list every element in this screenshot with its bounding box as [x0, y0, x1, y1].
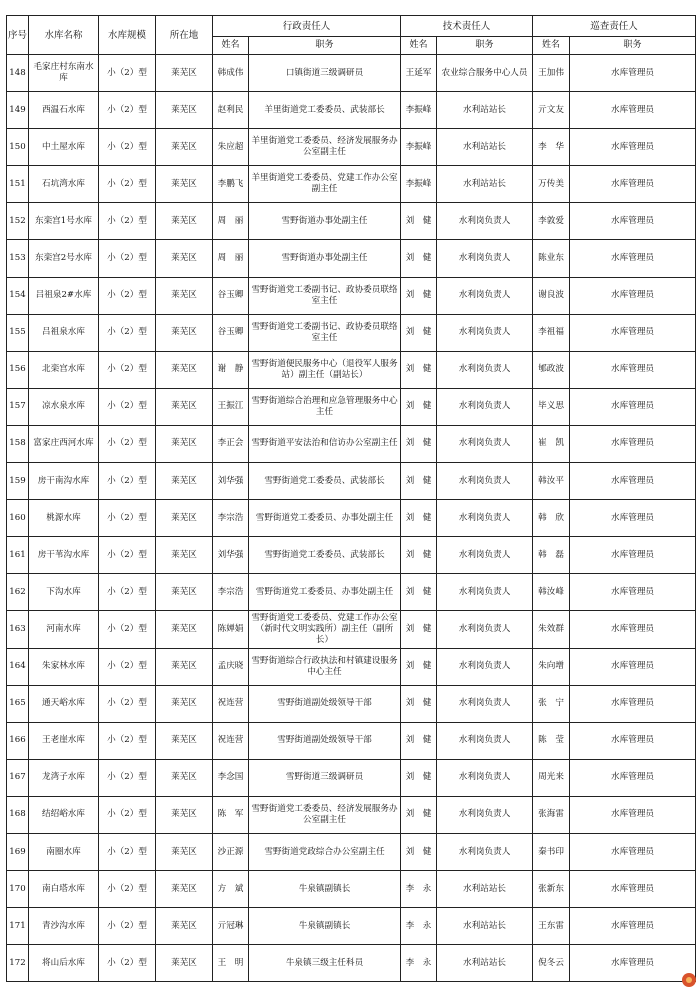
cell-scale: 小（2）型 — [99, 722, 156, 759]
cell-scale: 小（2）型 — [99, 203, 156, 240]
cell-reservoir-name: 龙湾子水库 — [29, 759, 99, 796]
cell-scale: 小（2）型 — [99, 611, 156, 648]
cell-patrol-name: 张新东 — [533, 871, 570, 908]
cell-admin-duty: 羊里街道党工委委员、经济发展服务办公室副主任 — [249, 129, 401, 166]
cell-location: 莱芜区 — [156, 722, 213, 759]
cell-admin-duty: 雪野街道党工委副书记、政协委员联络室主任 — [249, 314, 401, 351]
cell-tech-name: 刘 健 — [401, 203, 437, 240]
cell-seq: 159 — [7, 463, 29, 500]
cell-seq: 149 — [7, 92, 29, 129]
cell-scale: 小（2）型 — [99, 871, 156, 908]
cell-tech-name: 李振峰 — [401, 166, 437, 203]
cell-patrol-name: 韩汝峰 — [533, 574, 570, 611]
cell-scale: 小（2）型 — [99, 129, 156, 166]
header-tech-duty: 职务 — [437, 37, 533, 55]
cell-patrol-duty: 水库管理员 — [570, 574, 696, 611]
cell-tech-name: 王延军 — [401, 55, 437, 92]
cell-scale: 小（2）型 — [99, 796, 156, 833]
cell-admin-name: 亓冠琳 — [213, 908, 249, 945]
cell-admin-name: 祝连营 — [213, 685, 249, 722]
cell-reservoir-name: 南白塔水库 — [29, 871, 99, 908]
cell-patrol-duty: 水库管理员 — [570, 55, 696, 92]
cell-admin-duty: 雪野街道综合治理和应急管理服务中心主任 — [249, 388, 401, 425]
cell-reservoir-name: 房干南沟水库 — [29, 463, 99, 500]
cell-reservoir-name: 中土屋水库 — [29, 129, 99, 166]
cell-patrol-name: 李祖福 — [533, 314, 570, 351]
cell-tech-name: 刘 健 — [401, 500, 437, 537]
cell-tech-name: 李 永 — [401, 871, 437, 908]
cell-patrol-name: 亓文友 — [533, 92, 570, 129]
cell-patrol-duty: 水库管理员 — [570, 92, 696, 129]
cell-seq: 160 — [7, 500, 29, 537]
table-row — [7, 611, 696, 648]
cell-tech-duty: 水利岗负责人 — [437, 314, 533, 351]
cell-location: 莱芜区 — [156, 425, 213, 462]
cell-reservoir-name: 吕祖泉2#水库 — [29, 277, 99, 314]
cell-admin-name: 沙正源 — [213, 833, 249, 870]
cell-scale: 小（2）型 — [99, 648, 156, 685]
cell-reservoir-name: 富家庄西河水库 — [29, 425, 99, 462]
table-row — [7, 166, 696, 203]
cell-seq: 169 — [7, 833, 29, 870]
cell-patrol-duty: 水库管理员 — [570, 463, 696, 500]
header-admin-responsible: 行政责任人 — [213, 16, 401, 37]
cell-seq: 158 — [7, 425, 29, 462]
header-scale: 水库规模 — [99, 16, 156, 55]
cell-seq: 152 — [7, 203, 29, 240]
cell-seq: 170 — [7, 871, 29, 908]
cell-patrol-duty: 水库管理员 — [570, 425, 696, 462]
cell-tech-duty: 水利岗负责人 — [437, 425, 533, 462]
cell-patrol-duty: 水库管理员 — [570, 314, 696, 351]
cell-admin-duty: 雪野街道党政综合办公室副主任 — [249, 833, 401, 870]
cell-tech-duty: 水利岗负责人 — [437, 574, 533, 611]
cell-location: 莱芜区 — [156, 945, 213, 982]
cell-admin-duty: 牛泉镇副镇长 — [249, 908, 401, 945]
cell-patrol-duty: 水库管理员 — [570, 945, 696, 982]
cell-scale: 小（2）型 — [99, 759, 156, 796]
header-row-1 — [7, 16, 696, 37]
cell-scale: 小（2）型 — [99, 425, 156, 462]
cell-admin-duty: 雪野街道党工委委员、武装部长 — [249, 537, 401, 574]
cell-location: 莱芜区 — [156, 92, 213, 129]
cell-patrol-name: 郇政波 — [533, 351, 570, 388]
cell-tech-name: 李振峰 — [401, 129, 437, 166]
cell-reservoir-name: 毛家庄村东南水库 — [29, 55, 99, 92]
cell-admin-name: 谷玉卿 — [213, 314, 249, 351]
cell-tech-name: 刘 健 — [401, 463, 437, 500]
cell-tech-duty: 水利站站长 — [437, 129, 533, 166]
cell-admin-duty: 雪野街道办事处副主任 — [249, 203, 401, 240]
cell-scale: 小（2）型 — [99, 574, 156, 611]
cell-patrol-name: 崔 凯 — [533, 425, 570, 462]
cell-admin-duty: 雪野街道副处级领导干部 — [249, 722, 401, 759]
cell-tech-name: 李 永 — [401, 908, 437, 945]
cell-admin-duty: 雪野街道党工委委员、经济发展服务办公室副主任 — [249, 796, 401, 833]
cell-reservoir-name: 桃源水库 — [29, 500, 99, 537]
cell-seq: 155 — [7, 314, 29, 351]
cell-reservoir-name: 北栾宫水库 — [29, 351, 99, 388]
cell-reservoir-name: 将山后水库 — [29, 945, 99, 982]
cell-reservoir-name: 南圈水库 — [29, 833, 99, 870]
cell-admin-name: 李宗浩 — [213, 500, 249, 537]
cell-reservoir-name: 青沙沟水库 — [29, 908, 99, 945]
cell-patrol-duty: 水库管理员 — [570, 833, 696, 870]
cell-patrol-duty: 水库管理员 — [570, 240, 696, 277]
cell-location: 莱芜区 — [156, 796, 213, 833]
cell-location: 莱芜区 — [156, 833, 213, 870]
cell-location: 莱芜区 — [156, 537, 213, 574]
header-location: 所在地 — [156, 16, 213, 55]
cell-tech-duty: 水利岗负责人 — [437, 833, 533, 870]
cell-admin-duty: 牛泉镇副镇长 — [249, 871, 401, 908]
header-admin-duty: 职务 — [249, 37, 401, 55]
cell-seq: 167 — [7, 759, 29, 796]
cell-reservoir-name: 朱家林水库 — [29, 648, 99, 685]
cell-reservoir-name: 结绍峪水库 — [29, 796, 99, 833]
cell-admin-name: 王 明 — [213, 945, 249, 982]
cell-reservoir-name: 河南水库 — [29, 611, 99, 648]
cell-patrol-name: 韩 磊 — [533, 537, 570, 574]
cell-scale: 小（2）型 — [99, 388, 156, 425]
cell-scale: 小（2）型 — [99, 92, 156, 129]
cell-tech-duty: 水利岗负责人 — [437, 722, 533, 759]
cell-admin-duty: 羊里街道党工委委员、党建工作办公室副主任 — [249, 166, 401, 203]
table-row — [7, 833, 696, 870]
cell-tech-name: 刘 健 — [401, 648, 437, 685]
table-row — [7, 945, 696, 982]
cell-admin-duty: 雪野街道副处级领导干部 — [249, 685, 401, 722]
cell-admin-duty: 雪野街道办事处副主任 — [249, 240, 401, 277]
table-row — [7, 388, 696, 425]
cell-patrol-name: 倪冬云 — [533, 945, 570, 982]
cell-admin-duty: 雪野街道党工委副书记、政协委员联络室主任 — [249, 277, 401, 314]
cell-tech-duty: 水利站站长 — [437, 166, 533, 203]
cell-patrol-duty: 水库管理员 — [570, 759, 696, 796]
cell-seq: 151 — [7, 166, 29, 203]
cell-admin-name: 刘华强 — [213, 537, 249, 574]
cell-tech-name: 李振峰 — [401, 92, 437, 129]
cell-reservoir-name: 东栾宫2号水库 — [29, 240, 99, 277]
table-row — [7, 463, 696, 500]
cell-admin-name: 李鹏飞 — [213, 166, 249, 203]
header-reservoir-name: 水库名称 — [29, 16, 99, 55]
cell-patrol-name: 张海雷 — [533, 796, 570, 833]
table-row — [7, 871, 696, 908]
cell-tech-duty: 水利站站长 — [437, 908, 533, 945]
table-row — [7, 796, 696, 833]
table-row — [7, 908, 696, 945]
cell-scale: 小（2）型 — [99, 55, 156, 92]
cell-scale: 小（2）型 — [99, 945, 156, 982]
table-row — [7, 92, 696, 129]
cell-scale: 小（2）型 — [99, 240, 156, 277]
cell-location: 莱芜区 — [156, 500, 213, 537]
cell-seq: 156 — [7, 351, 29, 388]
cell-seq: 154 — [7, 277, 29, 314]
cell-tech-duty: 水利岗负责人 — [437, 537, 533, 574]
cell-seq: 166 — [7, 722, 29, 759]
cell-reservoir-name: 通天峪水库 — [29, 685, 99, 722]
cell-tech-duty: 水利岗负责人 — [437, 463, 533, 500]
cell-tech-duty: 水利岗负责人 — [437, 388, 533, 425]
cell-patrol-name: 朱向增 — [533, 648, 570, 685]
cell-location: 莱芜区 — [156, 685, 213, 722]
cell-tech-name: 刘 健 — [401, 796, 437, 833]
table-row — [7, 574, 696, 611]
cell-location: 莱芜区 — [156, 314, 213, 351]
table-row — [7, 351, 696, 388]
header-patrol-responsible: 巡查责任人 — [533, 16, 696, 37]
cell-scale: 小（2）型 — [99, 166, 156, 203]
cell-admin-name: 韩成伟 — [213, 55, 249, 92]
cell-admin-duty: 口镇街道三级调研员 — [249, 55, 401, 92]
cell-patrol-duty: 水库管理员 — [570, 648, 696, 685]
cell-tech-name: 刘 健 — [401, 574, 437, 611]
cell-patrol-name: 谢良波 — [533, 277, 570, 314]
table-row — [7, 722, 696, 759]
cell-location: 莱芜区 — [156, 55, 213, 92]
cell-tech-duty: 水利岗负责人 — [437, 240, 533, 277]
header-patrol-duty: 职务 — [570, 37, 696, 55]
cell-seq: 165 — [7, 685, 29, 722]
cell-admin-name: 刘华强 — [213, 463, 249, 500]
table-row — [7, 277, 696, 314]
header-admin-name: 姓名 — [213, 37, 249, 55]
cell-location: 莱芜区 — [156, 129, 213, 166]
cell-tech-duty: 农业综合服务中心人员 — [437, 55, 533, 92]
cell-patrol-name: 韩 欣 — [533, 500, 570, 537]
cell-patrol-duty: 水库管理员 — [570, 871, 696, 908]
table-row — [7, 759, 696, 796]
cell-tech-duty: 水利站站长 — [437, 871, 533, 908]
header-seq: 序号 — [7, 16, 29, 55]
cell-admin-name: 朱应超 — [213, 129, 249, 166]
cell-scale: 小（2）型 — [99, 463, 156, 500]
cell-scale: 小（2）型 — [99, 500, 156, 537]
table-body — [7, 55, 696, 982]
table-row — [7, 55, 696, 92]
cell-location: 莱芜区 — [156, 648, 213, 685]
cell-admin-duty: 雪野街道综合行政执法和村镇建设服务中心主任 — [249, 648, 401, 685]
cell-patrol-name: 王东雷 — [533, 908, 570, 945]
table-row — [7, 425, 696, 462]
cell-reservoir-name: 房干苇沟水库 — [29, 537, 99, 574]
cell-tech-duty: 水利岗负责人 — [437, 351, 533, 388]
cell-admin-name: 王振江 — [213, 388, 249, 425]
cell-patrol-duty: 水库管理员 — [570, 722, 696, 759]
table-row — [7, 500, 696, 537]
cell-admin-name: 周 丽 — [213, 203, 249, 240]
cell-seq: 153 — [7, 240, 29, 277]
cell-patrol-duty: 水库管理员 — [570, 685, 696, 722]
table-row — [7, 648, 696, 685]
cell-patrol-name: 朱效群 — [533, 611, 570, 648]
cell-location: 莱芜区 — [156, 388, 213, 425]
cell-admin-name: 周 丽 — [213, 240, 249, 277]
cell-admin-duty: 雪野街道便民服务中心（退役军人服务站）副主任（副站长） — [249, 351, 401, 388]
cell-tech-name: 李 永 — [401, 945, 437, 982]
cell-admin-duty: 牛泉镇三级主任科员 — [249, 945, 401, 982]
cell-admin-duty: 雪野街道党工委委员、武装部长 — [249, 463, 401, 500]
cell-tech-name: 刘 健 — [401, 759, 437, 796]
cell-admin-duty: 雪野街道党工委委员、办事处副主任 — [249, 500, 401, 537]
circle-logo-icon — [682, 973, 696, 987]
cell-location: 莱芜区 — [156, 166, 213, 203]
cell-admin-name: 陈婵娟 — [213, 611, 249, 648]
cell-patrol-duty: 水库管理员 — [570, 500, 696, 537]
cell-tech-name: 刘 健 — [401, 388, 437, 425]
cell-seq: 148 — [7, 55, 29, 92]
cell-tech-duty: 水利岗负责人 — [437, 277, 533, 314]
cell-tech-name: 刘 健 — [401, 351, 437, 388]
cell-scale: 小（2）型 — [99, 277, 156, 314]
cell-tech-name: 刘 健 — [401, 425, 437, 462]
cell-patrol-name: 王加伟 — [533, 55, 570, 92]
cell-reservoir-name: 石坑湾水库 — [29, 166, 99, 203]
cell-location: 莱芜区 — [156, 240, 213, 277]
cell-scale: 小（2）型 — [99, 537, 156, 574]
cell-tech-name: 刘 健 — [401, 685, 437, 722]
cell-tech-name: 刘 健 — [401, 314, 437, 351]
cell-tech-duty: 水利站站长 — [437, 92, 533, 129]
table-row — [7, 129, 696, 166]
cell-admin-name: 李念国 — [213, 759, 249, 796]
cell-admin-name: 赵利民 — [213, 92, 249, 129]
cell-location: 莱芜区 — [156, 277, 213, 314]
cell-admin-name: 方 斌 — [213, 871, 249, 908]
cell-scale: 小（2）型 — [99, 833, 156, 870]
cell-reservoir-name: 凉水泉水库 — [29, 388, 99, 425]
cell-scale: 小（2）型 — [99, 908, 156, 945]
cell-tech-duty: 水利岗负责人 — [437, 759, 533, 796]
cell-admin-name: 李正会 — [213, 425, 249, 462]
cell-patrol-name: 韩汝平 — [533, 463, 570, 500]
cell-patrol-name: 秦书印 — [533, 833, 570, 870]
cell-tech-duty: 水利岗负责人 — [437, 500, 533, 537]
cell-admin-duty: 雪野街道平安法治和信访办公室副主任 — [249, 425, 401, 462]
cell-admin-duty: 雪野街道党工委委员、办事处副主任 — [249, 574, 401, 611]
cell-patrol-duty: 水库管理员 — [570, 351, 696, 388]
cell-patrol-duty: 水库管理员 — [570, 166, 696, 203]
cell-tech-duty: 水利岗负责人 — [437, 611, 533, 648]
cell-patrol-duty: 水库管理员 — [570, 277, 696, 314]
cell-admin-name: 谷玉卿 — [213, 277, 249, 314]
table-row — [7, 685, 696, 722]
cell-tech-duty: 水利站站长 — [437, 945, 533, 982]
cell-scale: 小（2）型 — [99, 314, 156, 351]
cell-reservoir-name: 下沟水库 — [29, 574, 99, 611]
cell-patrol-duty: 水库管理员 — [570, 908, 696, 945]
cell-tech-duty: 水利岗负责人 — [437, 203, 533, 240]
cell-patrol-duty: 水库管理员 — [570, 388, 696, 425]
cell-patrol-name: 陈 莹 — [533, 722, 570, 759]
cell-scale: 小（2）型 — [99, 351, 156, 388]
cell-admin-duty: 雪野街道三级调研员 — [249, 759, 401, 796]
cell-location: 莱芜区 — [156, 203, 213, 240]
header-tech-name: 姓名 — [401, 37, 437, 55]
header-patrol-name: 姓名 — [533, 37, 570, 55]
cell-admin-name: 李宗浩 — [213, 574, 249, 611]
cell-patrol-name: 李敦爱 — [533, 203, 570, 240]
cell-seq: 161 — [7, 537, 29, 574]
cell-tech-name: 刘 健 — [401, 240, 437, 277]
cell-patrol-duty: 水库管理员 — [570, 203, 696, 240]
table-row — [7, 203, 696, 240]
cell-admin-name: 祝连营 — [213, 722, 249, 759]
cell-patrol-duty: 水库管理员 — [570, 796, 696, 833]
cell-tech-duty: 水利岗负责人 — [437, 796, 533, 833]
cell-tech-name: 刘 健 — [401, 722, 437, 759]
cell-scale: 小（2）型 — [99, 685, 156, 722]
cell-location: 莱芜区 — [156, 908, 213, 945]
cell-tech-name: 刘 健 — [401, 537, 437, 574]
cell-patrol-name: 毕义思 — [533, 388, 570, 425]
cell-patrol-name: 万传美 — [533, 166, 570, 203]
cell-patrol-duty: 水库管理员 — [570, 611, 696, 648]
cell-location: 莱芜区 — [156, 611, 213, 648]
cell-reservoir-name: 吕祖泉水库 — [29, 314, 99, 351]
cell-tech-name: 刘 健 — [401, 833, 437, 870]
cell-admin-name: 孟庆晓 — [213, 648, 249, 685]
cell-patrol-name: 陈业东 — [533, 240, 570, 277]
cell-location: 莱芜区 — [156, 759, 213, 796]
cell-admin-name: 陈 军 — [213, 796, 249, 833]
cell-patrol-name: 周光来 — [533, 759, 570, 796]
cell-seq: 164 — [7, 648, 29, 685]
cell-tech-name: 刘 健 — [401, 277, 437, 314]
cell-tech-duty: 水利岗负责人 — [437, 685, 533, 722]
cell-tech-name: 刘 健 — [401, 611, 437, 648]
cell-reservoir-name: 西温石水库 — [29, 92, 99, 129]
cell-seq: 162 — [7, 574, 29, 611]
table-row — [7, 537, 696, 574]
cell-tech-duty: 水利岗负责人 — [437, 648, 533, 685]
cell-admin-duty: 雪野街道党工委委员、党建工作办公室（新时代文明实践所）副主任（副所长） — [249, 611, 401, 648]
cell-location: 莱芜区 — [156, 463, 213, 500]
table-row — [7, 314, 696, 351]
cell-location: 莱芜区 — [156, 574, 213, 611]
cell-seq: 171 — [7, 908, 29, 945]
table-row — [7, 240, 696, 277]
cell-location: 莱芜区 — [156, 871, 213, 908]
cell-seq: 163 — [7, 611, 29, 648]
cell-admin-name: 谢 静 — [213, 351, 249, 388]
cell-patrol-name: 张 宁 — [533, 685, 570, 722]
reservoir-responsibility-table — [6, 15, 696, 982]
header-tech-responsible: 技术责任人 — [401, 16, 533, 37]
cell-patrol-duty: 水库管理员 — [570, 537, 696, 574]
cell-reservoir-name: 王老崖水库 — [29, 722, 99, 759]
cell-patrol-duty: 水库管理员 — [570, 129, 696, 166]
cell-patrol-name: 李 华 — [533, 129, 570, 166]
cell-admin-duty: 羊里街道党工委委员、武装部长 — [249, 92, 401, 129]
cell-seq: 157 — [7, 388, 29, 425]
cell-location: 莱芜区 — [156, 351, 213, 388]
cell-seq: 150 — [7, 129, 29, 166]
cell-seq: 168 — [7, 796, 29, 833]
cell-reservoir-name: 东栾宫1号水库 — [29, 203, 99, 240]
cell-seq: 172 — [7, 945, 29, 982]
